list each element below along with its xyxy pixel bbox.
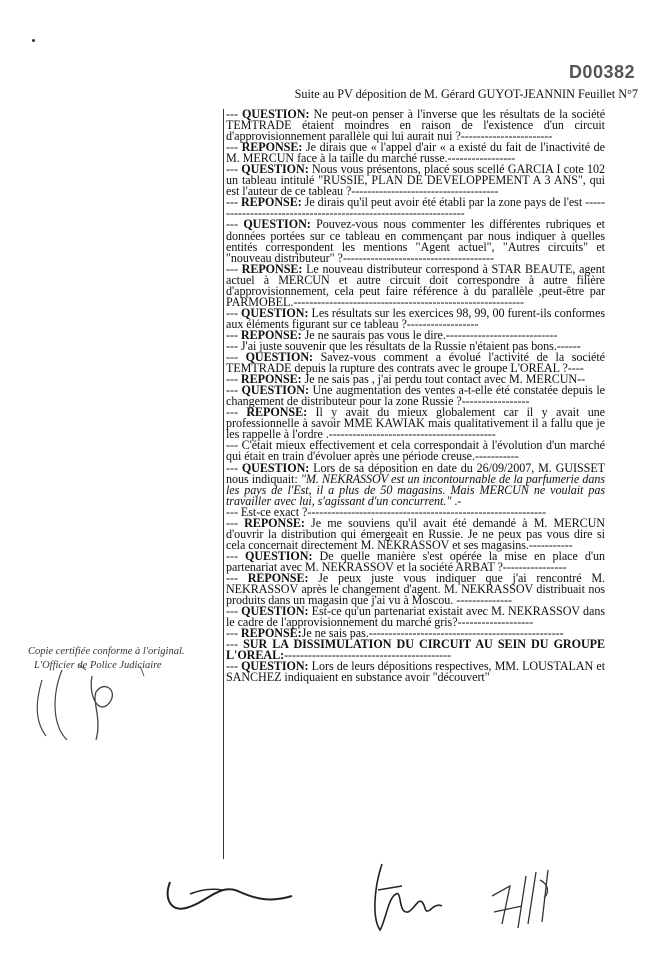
bold-label: REPONSE:	[240, 327, 302, 342]
bold-label: QUESTION:	[241, 604, 309, 619]
text-run: Les résultats sur les exercices 98, 99, 00 furent-ils conformes aux éléments figurant sur ce tableau ?------------------	[226, 305, 605, 331]
text-run: ---	[226, 637, 244, 652]
paragraph	[226, 385, 605, 407]
quoted-text: "M. NEKRASSOV est un incontournable de la parfumerie dans les pays de l'Est, il a plus de 50 magasins. Mais MERCUN ne voulait pas travailler avec lui, s'agissant d'un concurrent."	[226, 471, 605, 508]
paragraph	[226, 352, 605, 374]
paragraph	[226, 570, 606, 608]
text-run: ---	[226, 548, 246, 563]
text-run: ---	[226, 659, 242, 674]
text-run: ---	[226, 305, 241, 320]
text-run: --- C'était mieux effectivement et cela correspondait à l'évolution d'un marché qui était en train d'évoluer après une période creuse.-----------	[226, 438, 605, 464]
text-run: Pouvez-vous nous commenter les différentes rubriques et données portées sur ce tableau en commençant par nous indiquer à quelles entités correspondent les mentions "Agent actuel", "Autres circuits" et "nouveau distributeur" ?--------------------------------------	[226, 217, 605, 265]
text-run: Je ne saurais pas vous le dire.----------------------------	[301, 327, 558, 342]
stamp-line-2: L'Officier de Police Judiciaire	[34, 660, 162, 671]
text-run: Je peux juste vous indiquer que j'ai rencontré M. NEKRASSOV après le changement d'agent. M. NEKRASSOV distribuait nos produits dans un magasin que j'ai vu à Moscou. --------------	[226, 570, 606, 608]
bold-label: REPONSE:	[241, 261, 303, 276]
text-run: ------------------------------------------	[284, 648, 452, 663]
text-run: ---	[226, 372, 241, 387]
text-run: Je ne sais pas , j'ai perdu tout contact avec M. MERCUN--	[301, 372, 586, 387]
paragraph	[226, 440, 605, 462]
text-run: --- J'ai juste souvenir que les résultats de la Russie n'étaient pas bons.------	[226, 338, 581, 353]
signature-2-icon	[368, 858, 448, 938]
paragraph	[226, 197, 605, 219]
text-run: --- Est-ce exact ?------------------------------------------------------------	[226, 504, 546, 519]
paragraph	[226, 164, 605, 197]
text-run: ---	[226, 327, 241, 342]
text-run: Je dirais qu'il peut avoir été établi par la zone pays de l'est -----------------------------------------------------------------	[226, 195, 606, 221]
bold-label: REPONSE:	[247, 570, 309, 585]
margin-rule	[223, 109, 224, 859]
text-run: Ne peut-on penser à l'inverse que les résultats de la société TEMTRADE étaient moindres en raison de l'existence d'un circuit d'approvisionnement parallèle qui lui aurait nui ?-----------------------	[226, 107, 606, 144]
stamp-line-1: Copie certifiée conforme à l'original.	[28, 646, 185, 657]
text-run: Une augmentation des ventes a-t-elle été constatée depuis le changement de distributeur pour la zone Russie ?-----------------	[226, 383, 606, 409]
bold-label: QUESTION:	[241, 305, 309, 320]
paragraph	[226, 639, 605, 661]
bold-label: REPONSE:	[246, 405, 308, 420]
text-run: ---	[226, 515, 245, 530]
paragraph	[226, 219, 605, 263]
text-run: Savez-vous comment a évolué l'activité de la société TEMTRADE depuis la rupture des contrats avec le groupe L'OREAL ?----	[226, 350, 605, 376]
paragraph	[226, 460, 606, 508]
text-run: .-	[451, 493, 462, 508]
bold-label: QUESTION:	[241, 383, 309, 398]
bold-label: QUESTION:	[243, 217, 311, 232]
text-run: ---	[226, 261, 242, 276]
deposition-text	[226, 109, 605, 683]
text-run: ---	[226, 405, 247, 420]
text-run: Il y avait du mieux globalement car il y avait une professionnelle à savoir MME KAWIAK mais qualitativement il a fallu que je les rappelle à l'ordre .------------------------------------------	[226, 405, 606, 442]
paragraph	[226, 109, 605, 142]
text-run: ---	[226, 140, 242, 155]
text-run: ---	[226, 217, 244, 232]
text-run: ---	[226, 107, 243, 121]
bold-label: REPONSE:	[241, 140, 303, 155]
bold-label: REPONSE:	[240, 626, 302, 641]
bold-label: QUESTION:	[245, 350, 313, 365]
bold-label: QUESTION:	[241, 460, 310, 475]
certification-stamp	[22, 640, 202, 760]
scan-speck	[32, 39, 35, 42]
text-run: Je me souviens qu'il avait été demandé à M. MERCUN d'ouvrir la distribution qui émergeait en Russie. Je ne peux pas vous dire si cela concernait directement M. NEKRASSOV et ses magasins.-----------	[226, 515, 605, 552]
text-run: Je dirais que « l'appel d'air « a existé du fait de l'inactivité de M. MERCUN face à la taille du marché russe.-----------------	[226, 140, 605, 166]
text-run: ---	[226, 162, 242, 177]
bold-label: QUESTION:	[241, 659, 309, 674]
text-run: Lors de leurs dépositions respectives, MM. LOUSTALAN et SANCHEZ indiquaient en substance avoir "découvert"	[226, 659, 606, 685]
text-run: Est-ce qu'un partenariat existait avec M. NEKRASSOV dans le cadre de l'approvisionnement du marché gris?-------------------	[226, 604, 605, 630]
text-run: ---	[226, 383, 242, 398]
signature-3-icon	[482, 862, 562, 942]
paragraph	[226, 261, 606, 309]
signature-1-icon	[160, 868, 300, 928]
stamp-signature-icon	[22, 640, 202, 760]
bold-label: SUR LA DISSIMULATION DU CIRCUIT AU SEIN DU GROUPE L'OREAL:	[226, 637, 606, 663]
text-run: ---	[226, 460, 242, 475]
text-run: De quelle manière s'est opérée la mise en place d'un partenariat avec M. NEKRASSOV et la société ARBAT ?----------------	[226, 548, 605, 574]
text-run: ---	[226, 195, 241, 210]
paragraph	[226, 142, 605, 164]
paragraph	[226, 305, 605, 331]
paragraph	[226, 661, 605, 683]
bold-label: QUESTION:	[242, 107, 310, 121]
bold-label: QUESTION:	[245, 548, 313, 563]
document-number: D00382	[568, 62, 635, 82]
text-run: Je ne sais pas.-------------------------------------------------	[301, 626, 564, 641]
text-run: ---	[226, 570, 248, 585]
text-run: Nous vous présentons, placé sous scellé GARCIA I cote 102 un tableau intitulé "RUSSIE, PLAN DE DEVELOPPEMENT A 3 ANS", qui est l'auteur de ce tableau ?-------------------------------------	[226, 162, 606, 199]
text-run: ---	[226, 626, 241, 641]
text-run: ---	[226, 604, 242, 619]
bold-label: REPONSE:	[244, 515, 305, 530]
bold-label: QUESTION:	[241, 162, 309, 177]
paragraph	[226, 548, 605, 574]
paragraph	[226, 606, 605, 628]
bold-label: REPONSE:	[240, 195, 302, 210]
page-header: Suite au PV déposition de M. Gérard GUYOT-JEANNIN Feuillet N°7	[294, 87, 638, 101]
paragraph	[226, 407, 605, 440]
text-run: ---	[226, 350, 246, 365]
text-run: Le nouveau distributeur correspond à STAR BEAUTE, agent actuel à MERCUN et autre circuit doit correspondre à autre filière d'approvisionnement, cela peut faire référence à du parallèle ,peut-être par PARMOBEL.----------------------------------------------------------	[226, 261, 606, 309]
bold-label: REPONSE:	[240, 372, 302, 387]
text-run: Lors de sa déposition en date du 26/09/2007, M. GUISSET nous indiquait:	[226, 460, 606, 486]
paragraph	[226, 515, 605, 552]
